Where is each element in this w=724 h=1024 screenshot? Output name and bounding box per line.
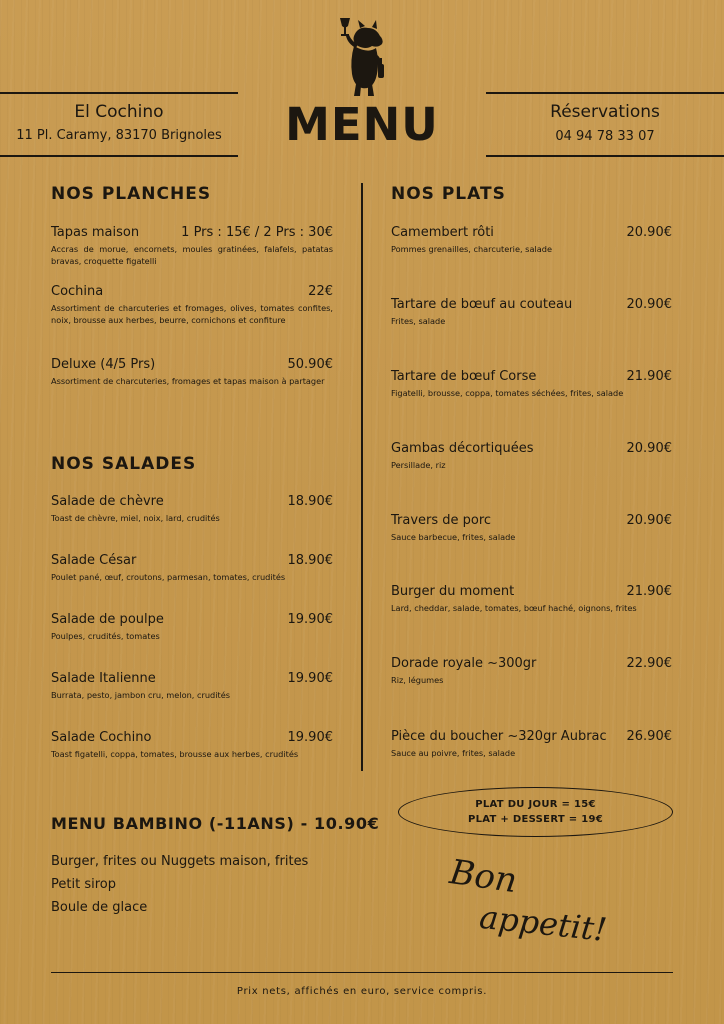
menu-item bbox=[391, 729, 672, 759]
item-name: Deluxe (4/5 Prs) bbox=[51, 357, 156, 372]
item-description: Burrata, pesto, jambon cru, melon, crudités bbox=[51, 690, 231, 700]
bon-appetit-signature bbox=[440, 846, 630, 956]
daily-offer-badge bbox=[398, 787, 673, 837]
header-divider bbox=[486, 92, 724, 94]
section-title-salades: NOS SALADES bbox=[51, 454, 197, 474]
menu-item bbox=[391, 369, 672, 399]
bambino-item: Boule de glace bbox=[51, 900, 148, 915]
menu-item bbox=[391, 441, 672, 471]
item-description: Poulet pané, œuf, croutons, parmesan, tomates, crudités bbox=[51, 572, 286, 582]
bambino-item: Petit sirop bbox=[51, 877, 116, 892]
item-price: 20.90€ bbox=[626, 225, 672, 240]
footer-divider bbox=[51, 972, 673, 973]
item-description: Assortiment de charcuteries, fromages et tapas maison à partager bbox=[51, 376, 325, 386]
item-name: Pièce du boucher ~320gr Aubrac bbox=[391, 729, 607, 744]
page-title: MENU bbox=[285, 98, 439, 151]
header-divider bbox=[486, 155, 724, 157]
bambino-item: Burger, frites ou Nuggets maison, frites bbox=[51, 854, 309, 869]
item-description: Pommes grenailles, charcuterie, salade bbox=[391, 244, 552, 254]
menu-item bbox=[51, 225, 333, 267]
item-name: Travers de porc bbox=[391, 513, 492, 528]
item-name: Salade de poulpe bbox=[51, 612, 164, 627]
menu-item bbox=[391, 584, 672, 614]
item-price: 20.90€ bbox=[626, 297, 672, 312]
restaurant-name: El Cochino bbox=[74, 102, 164, 122]
menu-item bbox=[391, 656, 672, 686]
item-description: Frites, salade bbox=[391, 316, 446, 326]
item-price: 22€ bbox=[308, 284, 333, 299]
column-divider bbox=[361, 183, 363, 771]
item-price: 19.90€ bbox=[287, 730, 333, 745]
phone-number[interactable]: 04 94 78 33 07 bbox=[555, 129, 655, 144]
item-price: 22.90€ bbox=[626, 656, 672, 671]
footer-note: Prix nets, affichés en euro, service compris. bbox=[236, 986, 488, 997]
item-price: 19.90€ bbox=[287, 671, 333, 686]
item-description: Sauce au poivre, frites, salade bbox=[391, 748, 516, 758]
item-name: Tapas maison bbox=[51, 225, 140, 240]
menu-item bbox=[391, 297, 672, 327]
signoff-appetit: appetit! bbox=[477, 897, 609, 949]
item-name: Tartare de bœuf Corse bbox=[391, 369, 537, 384]
menu-item bbox=[391, 513, 672, 543]
item-name: Salade de chèvre bbox=[51, 494, 164, 509]
section-title-planches: NOS PLANCHES bbox=[51, 184, 212, 204]
section-title-plats: NOS PLATS bbox=[391, 184, 506, 204]
item-price: 20.90€ bbox=[626, 513, 672, 528]
item-description: Riz, légumes bbox=[391, 675, 444, 685]
menu-item bbox=[51, 494, 333, 524]
item-name: Salade Cochino bbox=[51, 730, 152, 745]
header-divider bbox=[0, 155, 238, 157]
menu-item bbox=[51, 671, 333, 701]
item-name: Salade Italienne bbox=[51, 671, 156, 686]
item-price: 26.90€ bbox=[626, 729, 672, 744]
item-description: Toast de chèvre, miel, noix, lard, crudités bbox=[51, 513, 220, 523]
item-price: 20.90€ bbox=[626, 441, 672, 456]
item-description: Assortiment de charcuteries et fromages, olives, tomates confites, noix, brousse aux herbes, beurre, cornichons et confiture bbox=[51, 303, 333, 325]
menu-item bbox=[51, 553, 333, 583]
item-name: Gambas décortiquées bbox=[391, 441, 534, 456]
reservations-label: Réservations bbox=[550, 102, 660, 122]
item-price: 1 Prs : 15€ / 2 Prs : 30€ bbox=[181, 225, 333, 240]
restaurant-address: 11 Pl. Caramy, 83170 Brignoles bbox=[16, 128, 222, 143]
item-name: Camembert rôti bbox=[391, 225, 494, 240]
item-price: 50.90€ bbox=[287, 357, 333, 372]
header-divider bbox=[0, 92, 238, 94]
offer-line: PLAT DU JOUR = 15€ bbox=[475, 799, 596, 810]
menu-item bbox=[51, 284, 333, 326]
signoff-bon: Bon bbox=[447, 852, 520, 902]
item-price: 21.90€ bbox=[626, 584, 672, 599]
menu-item bbox=[51, 357, 333, 387]
item-description: Sauce barbecue, frites, salade bbox=[391, 532, 516, 542]
item-price: 18.90€ bbox=[287, 553, 333, 568]
item-description: Poulpes, crudités, tomates bbox=[51, 631, 160, 641]
item-name: Cochina bbox=[51, 284, 104, 299]
menu-item bbox=[391, 225, 672, 255]
item-price: 19.90€ bbox=[287, 612, 333, 627]
menu-item bbox=[51, 612, 333, 642]
item-description: Lard, cheddar, salade, tomates, bœuf haché, oignons, frites bbox=[391, 603, 637, 613]
item-description: Toast figatelli, coppa, tomates, brousse aux herbes, crudités bbox=[51, 749, 299, 759]
section-title-bambino: MENU BAMBINO (-11ANS) - 10.90€ bbox=[51, 814, 380, 833]
item-name: Burger du moment bbox=[391, 584, 515, 599]
pig-icon bbox=[332, 14, 392, 98]
offer-line: PLAT + DESSERT = 19€ bbox=[467, 814, 604, 825]
item-description: Persillade, riz bbox=[391, 460, 446, 470]
item-price: 18.90€ bbox=[287, 494, 333, 509]
item-name: Tartare de bœuf au couteau bbox=[391, 297, 573, 312]
item-description: Figatelli, brousse, coppa, tomates séchées, frites, salade bbox=[391, 388, 624, 398]
item-name: Dorade royale ~300gr bbox=[391, 656, 537, 671]
item-price: 21.90€ bbox=[626, 369, 672, 384]
item-name: Salade César bbox=[51, 553, 137, 568]
menu-item bbox=[51, 730, 333, 760]
item-description: Accras de morue, encornets, moules gratinées, falafels, patatas bravas, croquette figatelli bbox=[51, 244, 333, 266]
